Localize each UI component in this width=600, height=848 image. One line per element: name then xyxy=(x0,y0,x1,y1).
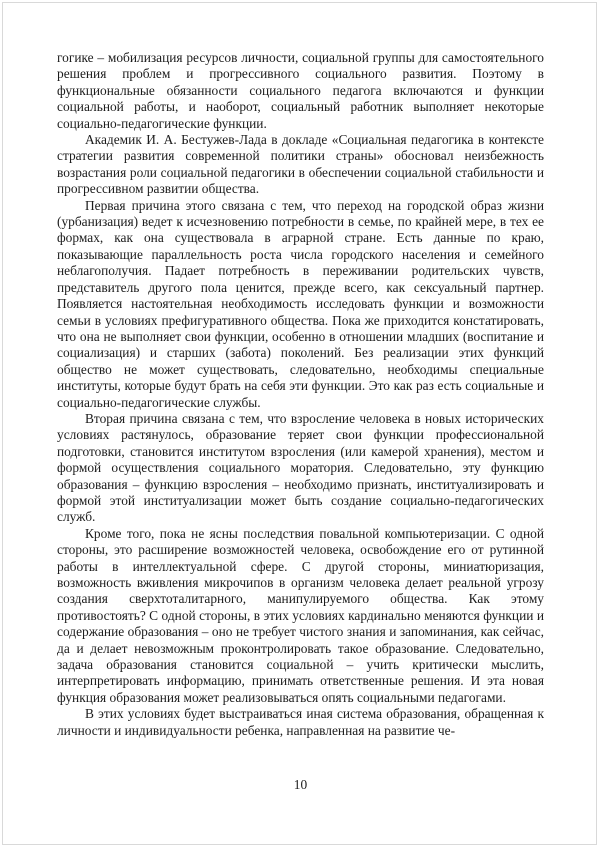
paragraph: гогике – мобилизация ресурсов личности, социальной группы для самостоятельного решения проблем и прогрессивного социального развития. Поэтому в функциональные обязанности социального педагога включаются и функции социальной работы, и наоборот, социальный работник выполняет некоторые социально-педагогические функции. xyxy=(57,50,544,131)
paragraph: В этих условиях будет выстраиваться иная система образования, обращенная к личности и индивидуальности ребенка, направленная на развитие че- xyxy=(57,706,544,738)
page-text xyxy=(57,50,544,739)
paragraph: Вторая причина связана с тем, что взросление человека в новых исторических условиях растянулось, образование теряет свои функции профессиональной подготовки, становится институтом взросления (или камерой хранения), местом и формой осуществления социального моратория. Следовательно, эту функцию образования – функцию взросления – необходимо признать, институализировать и формой этой институализации может быть создание социально-педагогических служб. xyxy=(57,410,544,525)
paragraph: Академик И. А. Бестужев-Лада в докладе «Социальная педагогика в контексте стратегии развития современной политики страны» обосновал неизбежность возрастания роли социальной педагогики в обеспечении социальной стабильности и прогрессивном развитии общества. xyxy=(57,132,544,197)
page-number: 10 xyxy=(293,777,308,792)
paragraph: Первая причина этого связана с тем, что переход на городской образ жизни (урбанизация) ведет к исчезновению потребности в семье, по крайней мере, в тех ее формах, как она существовала в аграрной стране. Есть данные по краю, показывающие параллельность роста числа городского населения и семейного неблагополучия. Падает потребность в переживании родительских чувств, представитель другого пола ценится, прежде всего, как сексуальный партнер. Появляется настоятельная необходимость исследовать функции и возможности семьи в условиях префигуративного общества. Пока же приходится констатировать, что она не выполняет свои функции, особенно в отношении младших (воспитание и социализация) и старших (забота) поколений. Без реализации этих функций общество не может существовать, следовательно, необходимы специальные институты, которые будут брать на себя эти функции. Это как раз есть социальные и социально-педагогические службы. xyxy=(57,197,544,410)
paragraph: Кроме того, пока не ясны последствия повальной компьютеризации. С одной стороны, это расширение возможностей человека, освобождение его от рутинной работы в интеллектуальной сфере. С другой стороны, миниатюризация, возможность вживления микрочипов в организм человека делает реальной угрозу создания сверхтоталитарного, манипулируемого общества. Как этому противостоять? С одной стороны, в этих условиях кардинально меняются функции и содержание образования – оно не требует чистого знания и запоминания, как сейчас, да и делает невозможным проконтролировать такое образование. Следовательно, задача образования становится социальной – учить критически мыслить, интерпретировать информацию, принимать ответственные решения. И эта новая функция образования может реализовываться опять социальными педагогами. xyxy=(57,525,544,705)
